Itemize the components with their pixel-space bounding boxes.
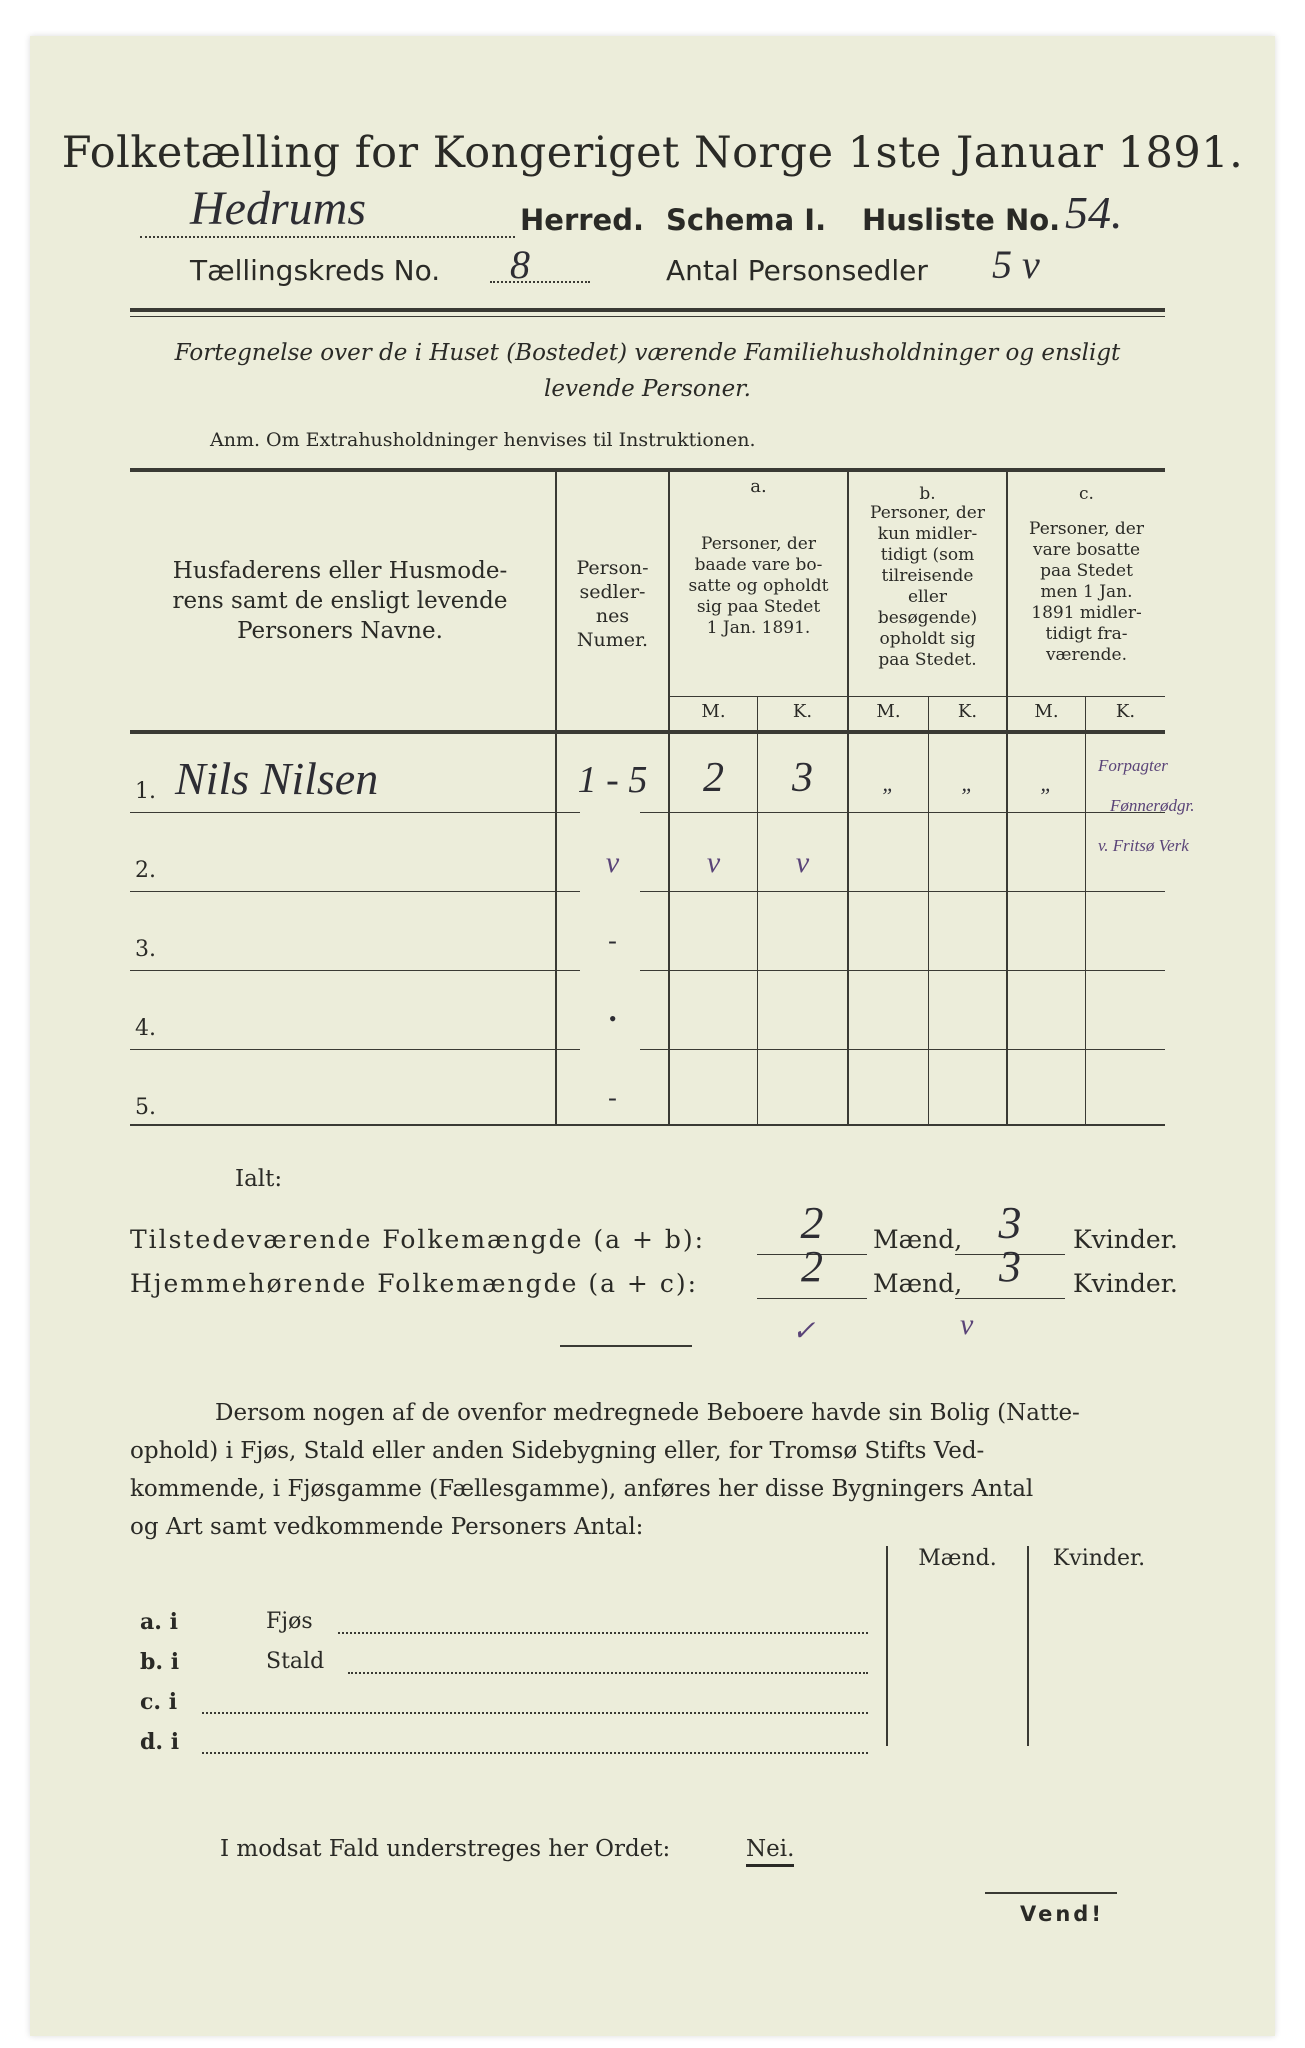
- nei-word: Nei.: [746, 1836, 794, 1867]
- row-sedler-check: v: [605, 846, 620, 879]
- col-a-letter: a.: [750, 476, 767, 497]
- row-number: 5.: [135, 1095, 156, 1120]
- antal-label: Antal Personsedler: [666, 254, 928, 287]
- col-c-letter: c.: [1079, 484, 1094, 504]
- tilstede-kvinder: Kvinder.: [1073, 1225, 1178, 1254]
- check-mark-1: ✓: [792, 1316, 816, 1347]
- building-a-label: Fjøs: [266, 1609, 313, 1634]
- building-b-letter: b. i: [140, 1649, 180, 1675]
- col-header-name: Husfaderens eller Husmode- rens samt de ensligt levende Personers Navne.: [172, 558, 508, 644]
- row-name: Nils Nilsen: [175, 753, 379, 804]
- col-b-m: M.: [876, 701, 901, 722]
- totals-separator: [560, 1345, 692, 1347]
- row-rule-1b: [640, 812, 1165, 813]
- census-form-page: [30, 36, 1275, 2036]
- hjemme-maend: Mænd,: [873, 1269, 963, 1298]
- header-rule: [130, 308, 1165, 312]
- table-top-rule: [130, 468, 1165, 472]
- kreds-dotted-line: [490, 281, 590, 283]
- ialt-label: Ialt:: [235, 1166, 283, 1192]
- row-sedler-mark: -: [608, 1083, 617, 1112]
- row-rule-2: [130, 891, 580, 892]
- dersom-paragraph: Dersom nogen af de ovenfor medregnede Beboere havde sin Bolig (Natte- ophold) i Fjøs, Stald eller anden Sidebygning eller, for Tromsø Stifts Ved- kommende, i Fjøsgamme (Fællesgamme), anføres her disse Bygningers Antal og Art samt vedkommende Personers Antal:: [130, 1400, 1080, 1540]
- vend-text: Vend!: [1020, 1902, 1104, 1926]
- modsat-text: I modsat Fald understreges her Ordet:: [220, 1836, 671, 1862]
- anm-note: Anm. Om Extrahusholdninger henvises til Instruktionen.: [210, 429, 756, 451]
- col-header-a: Personer, der baade vare bo- satte og opholdt sig paa Stedet 1 Jan. 1891.: [688, 534, 829, 638]
- col-divider-c-mk: [1085, 696, 1086, 1124]
- mk-header-rule: [668, 696, 1165, 697]
- row-number: 1.: [135, 779, 156, 804]
- check-mark-2: v: [960, 1308, 974, 1341]
- hjemme-m-line: [757, 1298, 867, 1299]
- col-header-b: Personer, der kun midler- tidigt (som tilreisende eller besøgende) opholdt sig paa Stedet.: [870, 503, 985, 670]
- kreds-label: Tællingskreds No.: [190, 254, 441, 287]
- row-number: 2.: [135, 858, 156, 883]
- building-b-label: Stald: [266, 1649, 325, 1674]
- row-number: 4.: [135, 1016, 156, 1041]
- col-b-letter: b.: [919, 484, 936, 504]
- row-rule-3b: [640, 970, 1165, 971]
- building-a-letter: a. i: [140, 1609, 178, 1635]
- table-bottom-rule: [130, 1124, 1165, 1126]
- row-sedler-mark: •: [608, 1006, 617, 1031]
- antal-value: 5 v: [992, 242, 1040, 287]
- row-rule-3: [130, 970, 580, 971]
- building-c-letter: c. i: [140, 1689, 178, 1715]
- row-a-k: 3: [792, 755, 813, 801]
- row-a-m: 2: [703, 755, 724, 801]
- building-divider-2: [1027, 1546, 1029, 1746]
- col-a-m: M.: [701, 701, 726, 722]
- row-a-k-check: v: [795, 846, 810, 879]
- header-rule-thin: [130, 316, 1165, 317]
- row-sedler: 1 - 5: [577, 759, 648, 801]
- building-c-dots: [202, 1712, 868, 1714]
- schema-label: Schema I.: [666, 203, 827, 237]
- row-b-k: „: [961, 771, 974, 796]
- intro-line-1: Fortegnelse over de i Huset (Bostedet) værende Familiehusholdninger og ensligt: [174, 340, 1121, 366]
- col-header-num: Person- sedler- nes Numer.: [576, 557, 649, 651]
- intro-line-2: levende Personer.: [544, 376, 751, 402]
- row-rule-2b: [640, 891, 1165, 892]
- col-a-k: K.: [792, 701, 813, 722]
- row-a-m-check: v: [706, 846, 721, 879]
- hjemme-kvinder: Kvinder.: [1073, 1269, 1178, 1298]
- building-b-dots: [348, 1672, 868, 1674]
- row-sedler-mark: -: [608, 926, 617, 955]
- herred-label: Herred.: [520, 203, 644, 237]
- building-divider-1: [886, 1546, 888, 1746]
- building-kvinder-head: Kvinder.: [1052, 1546, 1146, 1571]
- row-number: 3.: [135, 937, 156, 962]
- col-header-c: Personer, der vare bosatte paa Stedet men 1 Jan. 1891 midler- tidigt fra- værende.: [1029, 519, 1144, 665]
- herred-value: Hedrums: [190, 182, 366, 235]
- building-d-dots: [202, 1752, 868, 1754]
- kreds-value: 8: [510, 242, 530, 287]
- col-divider-b-mk: [928, 696, 929, 1124]
- husliste-value: 54.: [1065, 187, 1123, 238]
- row-rule-1: [130, 812, 580, 813]
- form-title: Folketælling for Kongeriget Norge 1ste Januar 1891.: [61, 128, 1244, 178]
- table-head-rule: [130, 730, 1165, 734]
- row-rule-4: [130, 1049, 580, 1050]
- tilstede-maend: Mænd,: [873, 1225, 963, 1254]
- hjemme-k-line: [955, 1298, 1065, 1299]
- row-rule-4b: [640, 1049, 1165, 1050]
- hjemme-label: Hjemmehørende Folkemængde (a + c):: [130, 1269, 698, 1298]
- hjemme-k-value: 3: [999, 1242, 1021, 1291]
- herred-dotted-line: [140, 236, 515, 238]
- tilstede-k-value: 3: [998, 1197, 1022, 1248]
- hjemme-m-value: 2: [801, 1242, 823, 1291]
- row-b-m: „: [882, 771, 895, 796]
- col-c-m: M.: [1034, 701, 1059, 722]
- row-c-m: „: [1040, 771, 1053, 796]
- vend-rule: [985, 1892, 1117, 1894]
- building-a-dots: [338, 1632, 868, 1634]
- husliste-label: Husliste No.: [862, 203, 1061, 237]
- tilstede-label: Tilstedeværende Folkemængde (a + b):: [130, 1225, 706, 1254]
- tilstede-m-value: 2: [800, 1197, 824, 1248]
- margin-note: Forpagter Fønnerødgr. v. Fritsø Verk: [1098, 756, 1195, 855]
- building-d-letter: d. i: [140, 1729, 180, 1755]
- col-b-k: K.: [957, 701, 978, 722]
- col-c-k: K.: [1115, 701, 1136, 722]
- building-maend-head: Mænd.: [918, 1546, 997, 1571]
